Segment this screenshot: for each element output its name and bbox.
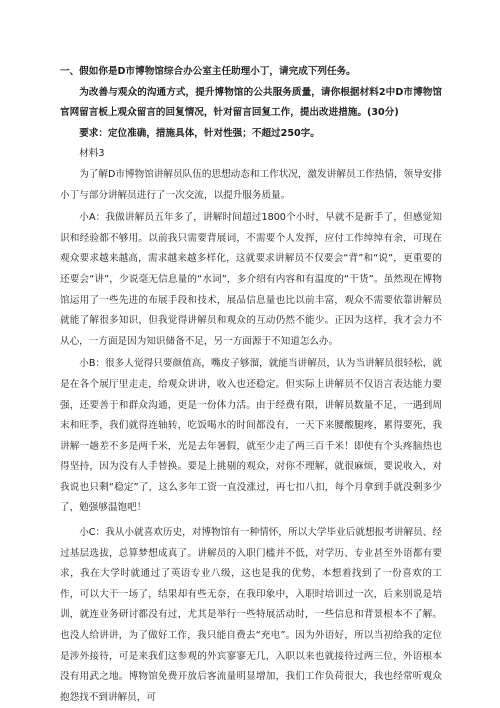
speech-c: 小C：我从小就喜欢历史，对博物馆有一种情怀，所以大学毕业后就想报考讲解员、经过基层选拔，总算梦想成真了。讲解员的入职门槛并不低，对学历、专业甚至外语都有要求，我在大学时就通过了英语专业八级，这也是我的优势，本想着找到了一份喜欢的工作，可以大干一场了，结果却有些无奈，在我印象中，入职时培训过一次，后来别说是培训，就连业务研讨都没有过，尤其是举行一些特展活动时，一些信息和背景根本不了解。也没人给讲讲，为了做好工作，我只能自费去“充电”。因为外语好，所以当初给我的定位是涉外接待，可是来我们这参观的外宾寥寥无几，入职以来也就接待过两三位，外语根本没有用武之地。博物馆免费开放后客流量明显增加，我们工作负荷很大，我也经常听观众抱怨找不到讲解员，可 [60,527,442,703]
material-title: 材料3 [79,148,105,160]
speech-b: 小B：很多人觉得只要颜值高，嘴皮子够溜，就能当讲解员，认为当讲解员很轻松，就是在各个展厅里走走，给观众讲讲，收入也还稳定。但实际上讲解员不仅语言表达能力要强，还要善于和群众沟通，更是一份体力活。由于经费有限，讲解员数量不足，一遇到周末和旺季，我们就得连轴转，吃饭喝水的时间都没有，一天下来腰酸腿疼，累得要死，我讲解一趟差不多是两千米，光是去年暑假，就至少走了两三百千米！即使有个头疼脑热也得坚持，因为没有人手替换。要是上挑剔的观众，对你不理解，就很麻烦，要说收入，对我说也只剩“稳定”了，这么多年工资一直没涨过，再七扣八扣，每个月拿到手就没剩多少了，勉强够温饱吧！ [60,358,442,514]
question-requirements: 要求：定位准确，措施具体，针对性强；不超过250字。 [79,127,320,139]
question-heading: 一、假如你是D市博物馆综合办公室主任助理小丁，请完成下列任务。 [60,66,356,77]
speech-a: 小A：我做讲解员五年多了，讲解时间超过1800个小时，早就不是新手了，但感觉知识和经验都不够用。以前我只需要背展词，不需要个人发挥，应付工作绰绰有余，可现在观众要求越来越高，需求越来越多样化，这就要求讲解员不仅要会“背”和“说”，更重要的还要会“讲”，少说毫无信息量的“水词”，多介绍有内容和有温度的“干货”。虽然现在博物馆运用了一些先进的布展手段和技术，展品信息量也比以前丰富，观众不需要依靠讲解员就能了解很多知识，但我觉得讲解员和观众的互动仍然不能少。正因为这样，我才会力不从心，一方面是因为知识储备不足，另一方面源于不知道怎么办。 [60,212,442,347]
question-task: 为改善与观众的沟通方式，提升博物馆的公共服务质量，请你根据材料2中D市博物馆官网留言板上观众留言的回复情况，针对留言回复工作，提出改进措施。(30分) [60,86,442,119]
material-intro: 为了解D市博物馆讲解员队伍的思想动态和工作状况，激发讲解员工作热情，领导安排小丁与部分讲解员进行了一次交流，以提升服务质量。 [60,168,442,201]
